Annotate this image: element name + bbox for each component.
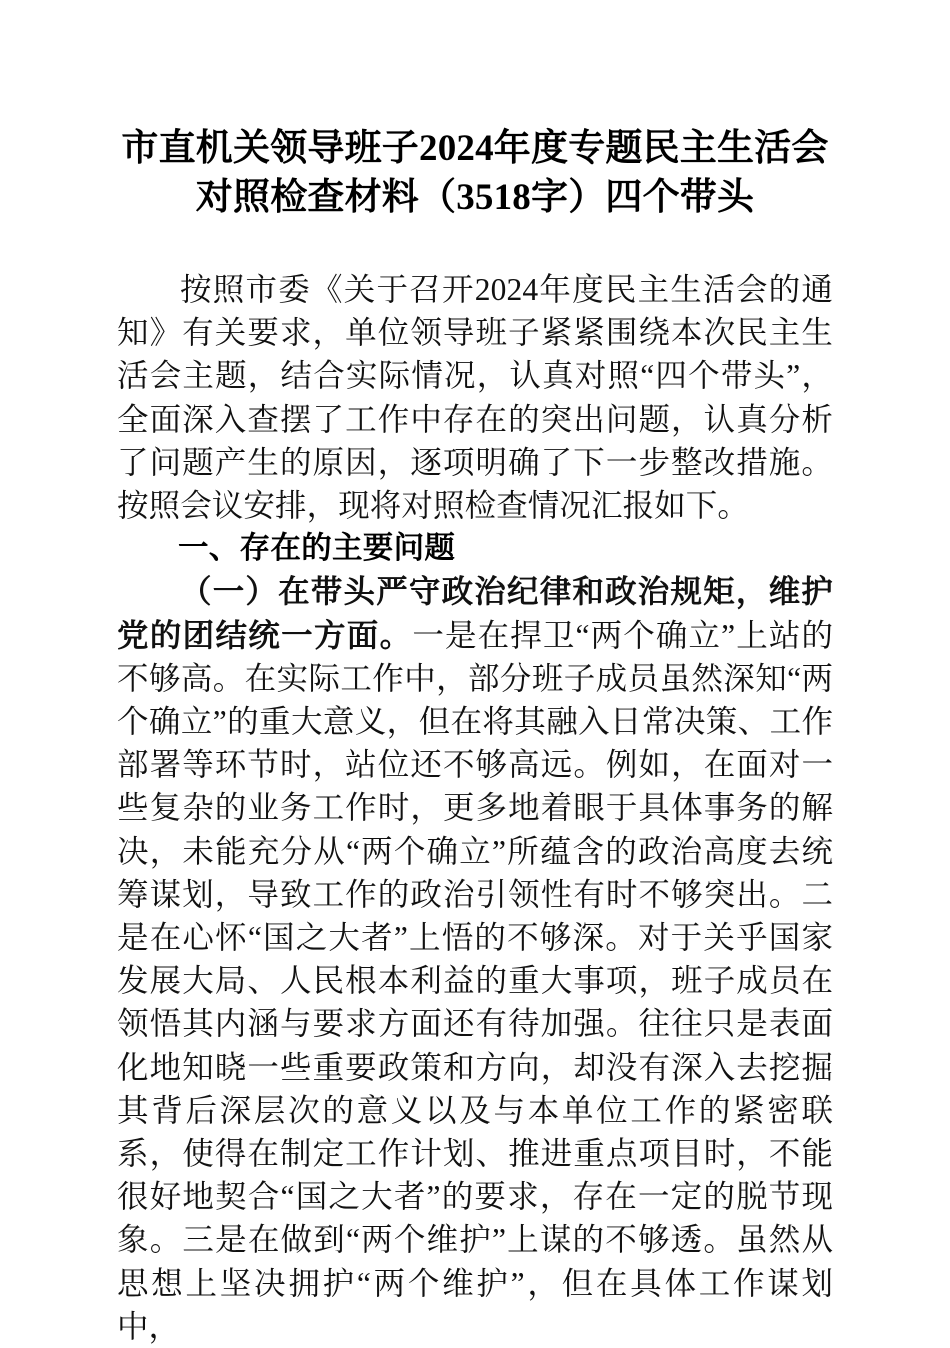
subsection-1-paragraph — [117, 570, 833, 1348]
opening-paragraph: 按照市委《关于召开2024年度民主生活会的通知》有关要求，单位领导班子紧紧围绕本次民主生活会主题，结合实际情况，认真对照“四个带头”，全面深入查摆了工作中存在的突出问题，认真分析了问题产生的原因，逐项明确了下一步整改措施。按照会议安排，现将对照检查情况汇报如下。 — [117, 272, 833, 524]
section-heading-1: 一、存在的主要问题 — [178, 531, 456, 566]
subsection-1-lead-in: （一）在带头严守政治纪律和政治规矩，维护党的团结统一方面。 — [117, 574, 833, 653]
document-body — [117, 268, 833, 1348]
page-title — [117, 124, 833, 222]
page-title-line-1: 市直机关领导班子2024年度专题民主生活会 — [121, 128, 829, 169]
subsection-1-body-text: 一是在捍卫“两个确立”上站的不够高。在实际工作中，部分班子成员虽然深知“两个确立”的重大意义，但在将其融入日常决策、工作部署等环节时，站位还不够高远。例如，在面对一些复杂的业务工作时，更多地着眼于具体事务的解决，未能充分从“两个确立”所蕴含的政治高度去统筹谋划，导致工作的政治引领性有时不够突出。二是在心怀“国之大者”上悟的不够深。对于关乎国家发展大局、人民根本利益的重大事项，班子成员在领悟其内涵与要求方面还有待加强。往往只是表面化地知晓一些重要政策和方向，却没有深入去挖掘其背后深层次的意义以及与本单位工作的紧密联系，使得在制定工作计划、推进重点项目时，不能很好地契合“国之大者”的要求，存在一定的脱节现象。三是在做到“两个维护”上谋的不够透。虽然从思想上坚决拥护“两个维护”，但在具体工作谋划中， — [117, 617, 833, 1344]
page-title-line-2: 对照检查材料（3518字）四个带头 — [195, 177, 755, 218]
